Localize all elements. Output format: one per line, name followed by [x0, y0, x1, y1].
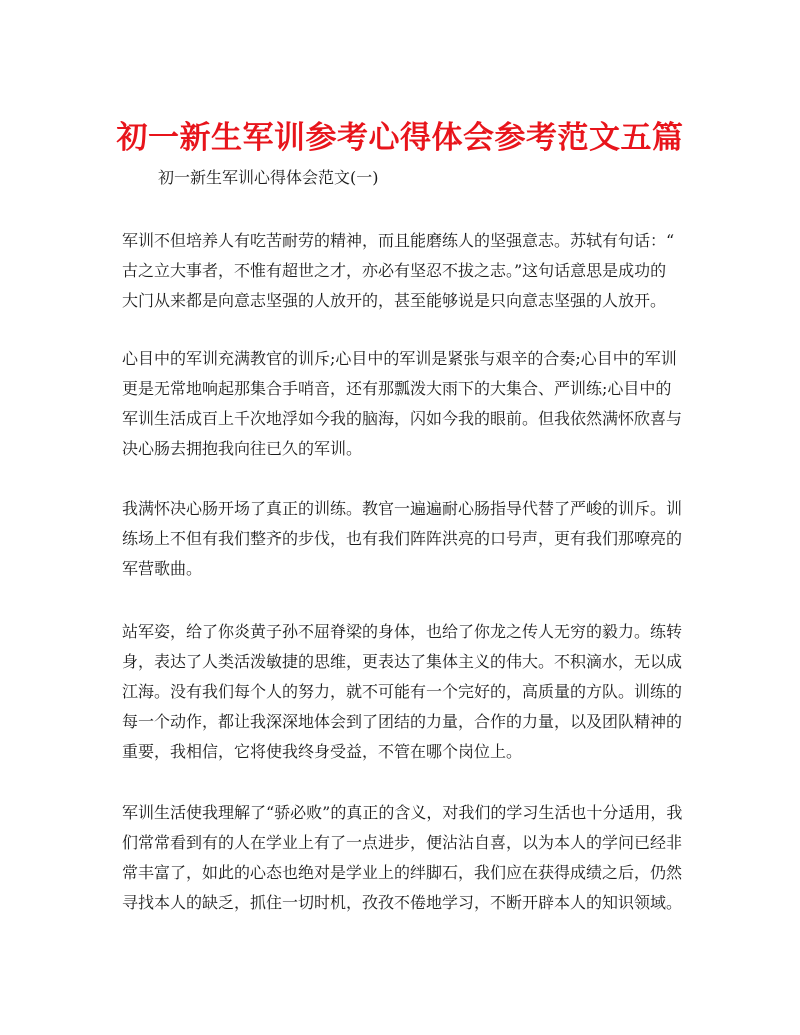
paragraph-1 — [122, 226, 682, 316]
paragraph-line: 寻找本人的缺乏，抓住一切时机，孜孜不倦地学习，不断开辟本人的知识领域。 — [122, 893, 682, 912]
paragraph-line: 大门从来都是向意志坚强的人放开的，甚至能够说是只向意志坚强的人放开。 — [122, 291, 667, 310]
paragraph-3 — [122, 494, 682, 584]
paragraph-line: 军训生活成百上千次地浮如今我的脑海，闪如今我的眼前。但我依然满怀欣喜与 — [122, 409, 682, 428]
paragraph-line: 古之立大事者，不惟有超世之才，亦必有坚忍不拔之志。”这句话意思是成功的 — [122, 261, 667, 280]
paragraph-2 — [122, 344, 682, 464]
paragraph-4 — [122, 617, 682, 767]
paragraph-line: 练场上不但有我们整齐的步伐，也有我们阵阵洪亮的口号声，更有我们那嘹亮的 — [122, 529, 682, 548]
paragraph-line: 更是无常地响起那集合手哨音，还有那瓢泼大雨下的大集合、严训练;心目中的 — [122, 379, 672, 398]
paragraph-line: 站军姿，给了你炎黄子孙不屈脊梁的身体，也给了你龙之传人无穷的毅力。练转 — [122, 622, 682, 641]
paragraph-line: 军训生活使我理解了“骄必败”的真正的含义，对我们的学习生活也十分适用，我 — [122, 803, 682, 822]
paragraph-line: 决心肠去拥抱我向往已久的军训。 — [122, 439, 363, 458]
paragraph-line: 们常常看到有的人在学业上有了一点进步，便沾沾自喜，以为本人的学问已经非 — [122, 833, 682, 852]
paragraph-5 — [122, 798, 682, 918]
paragraph-line: 身，表达了人类活泼敏捷的思维，更表达了集体主义的伟大。不积滴水，无以成 — [122, 652, 682, 671]
document-subtitle: 初一新生军训心得体会范文(一) — [158, 168, 379, 187]
paragraph-line: 心目中的军训充满教官的训斥;心目中的军训是紧张与艰辛的合奏;心目中的军训 — [122, 349, 677, 368]
paragraph-line: 常丰富了，如此的心态也绝对是学业上的绊脚石，我们应在获得成绩之后，仍然 — [122, 863, 682, 882]
paragraph-line: 军训不但培养人有吃苦耐劳的精神，而且能磨练人的坚强意志。苏轼有句话：“ — [122, 231, 675, 250]
document-title: 初一新生军训参考心得体会参考范文五篇 — [116, 120, 684, 156]
paragraph-line: 我满怀决心肠开场了真正的训练。教官一遍遍耐心肠指导代替了严峻的训斥。训 — [122, 499, 682, 518]
paragraph-line: 每一个动作，都让我深深地体会到了团结的力量，合作的力量，以及团队精神的 — [122, 712, 682, 731]
paragraph-line: 军营歌曲。 — [122, 559, 203, 578]
paragraph-line: 江海。没有我们每个人的努力，就不可能有一个完好的，高质量的方队。训练的 — [122, 682, 682, 701]
paragraph-line: 重要，我相信，它将使我终身受益，不管在哪个岗位上。 — [122, 742, 523, 761]
